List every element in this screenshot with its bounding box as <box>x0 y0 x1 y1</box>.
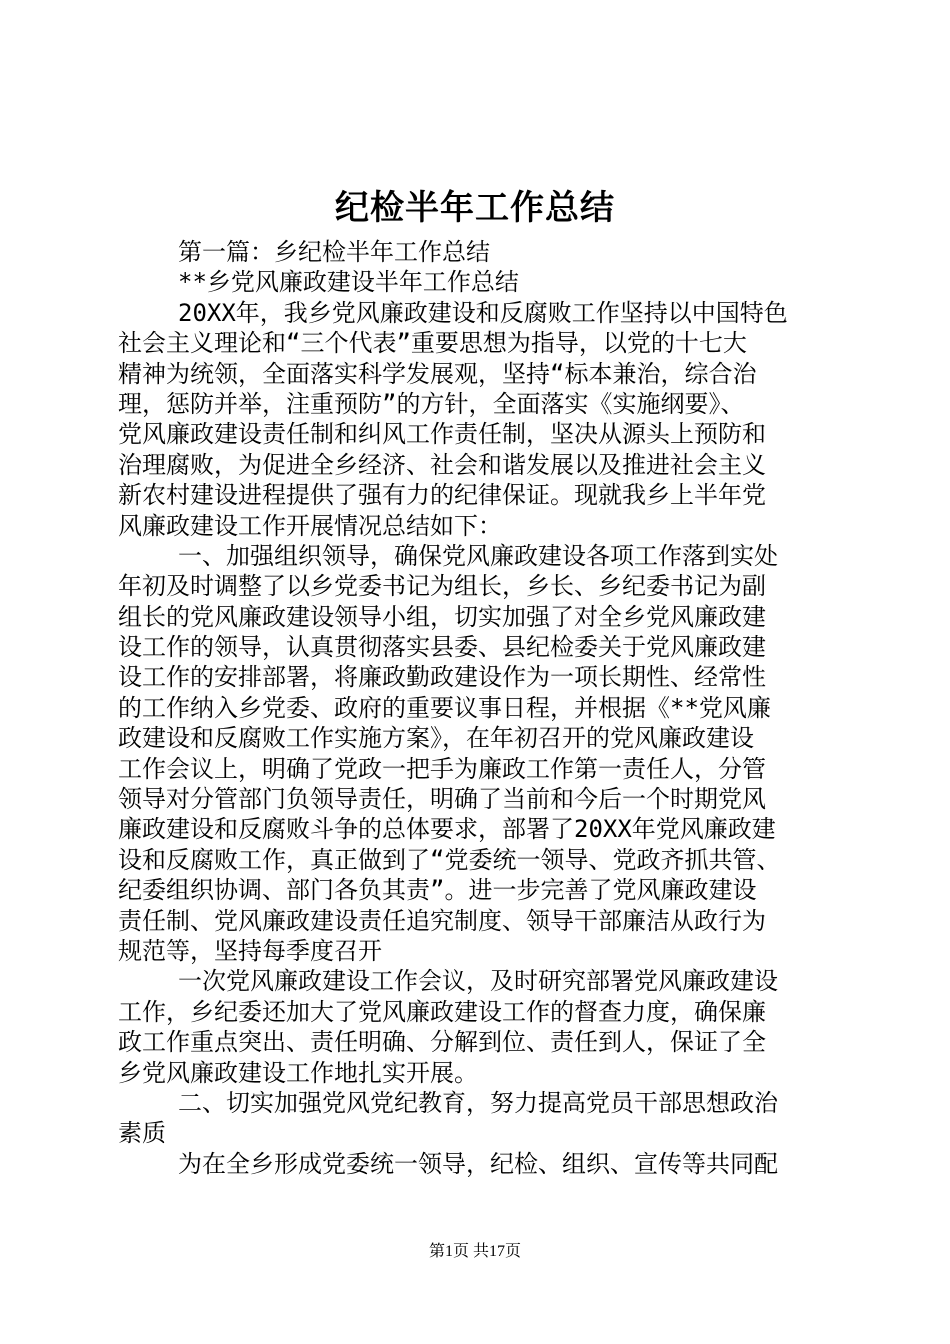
body-line: 理，惩防并举，注重预防”的方针，全面落实《实施纲要》、 <box>118 389 745 418</box>
body-line: 工作会议上，明确了党政一把手为廉政工作第一责任人，分管 <box>118 754 766 783</box>
section-heading-continued: 素质 <box>118 1119 166 1148</box>
body-line: 社会主义理论和“三个代表”重要思想为指导，以党的十七大 <box>118 329 747 358</box>
section-heading: 二、切实加强党风党纪教育，努力提高党员干部思想政治 <box>178 1088 778 1117</box>
page-number-footer: 第1页 共17页 <box>428 1243 521 1260</box>
body-line: 为在全乡形成党委统一领导，纪检、组织、宣传等共同配 <box>178 1149 778 1178</box>
body-line: 风廉政建设工作开展情况总结如下： <box>118 511 502 540</box>
body-line: 廉政建设和反腐败斗争的总体要求，部署了20XX年党风廉政建 <box>118 815 776 844</box>
body-line: 组长的党风廉政建设领导小组，切实加强了对全乡党风廉政建 <box>118 602 766 631</box>
body-line: 年初及时调整了以乡党委书记为组长，乡长、乡纪委书记为副 <box>118 572 766 601</box>
body-line: 政工作重点突出、责任明确、分解到位、责任到人，保证了全 <box>118 1028 766 1057</box>
body-line: 纪委组织协调、部门各负其责”。进一步完善了党风廉政建设 <box>118 876 757 905</box>
body-line: 工作，乡纪委还加大了党风廉政建设工作的督查力度，确保廉 <box>118 997 766 1026</box>
body-line: 的工作纳入乡党委、政府的重要议事日程，并根据《**党风廉 <box>118 693 771 722</box>
report-title: **乡党风廉政建设半年工作总结 <box>178 268 519 297</box>
body-line: 设和反腐败工作，真正做到了“党委统一领导、党政齐抓共管、 <box>118 845 781 874</box>
body-line: 治理腐败，为促进全乡经济、社会和谐发展以及推进社会主义 <box>118 450 766 479</box>
body-line: 责任制、党风廉政建设责任追究制度、领导干部廉洁从政行为 <box>118 906 766 935</box>
body-line: 领导对分管部门负领导责任，明确了当前和今后一个时期党风 <box>118 785 766 814</box>
document-title: 纪检半年工作总结 <box>335 188 615 228</box>
body-line: 精神为统领，全面落实科学发展观，坚持“标本兼治，综合治 <box>118 359 757 388</box>
body-line: 一次党风廉政建设工作会议，及时研究部署党风廉政建设 <box>178 967 778 996</box>
section-heading: 第一篇：乡纪检半年工作总结 <box>178 238 490 266</box>
body-line: 规范等，坚持每季度召开 <box>118 936 382 965</box>
body-line: 设工作的安排部署，将廉政勤政建设作为一项长期性、经常性 <box>118 663 766 692</box>
body-line: 20XX年，我乡党风廉政建设和反腐败工作坚持以中国特色 <box>178 298 788 327</box>
body-line: 乡党风廉政建设工作地扎实开展。 <box>118 1058 478 1087</box>
body-line: 党风廉政建设责任制和纠风工作责任制，坚决从源头上预防和 <box>118 420 766 449</box>
body-line: 政建设和反腐败工作实施方案》，在年初召开的党风廉政建设 <box>118 724 754 753</box>
document-body <box>118 237 838 1179</box>
section-heading: 一、加强组织领导，确保党风廉政建设各项工作落到实处 <box>178 541 778 570</box>
body-line: 新农村建设进程提供了强有力的纪律保证。现就我乡上半年党 <box>118 481 766 510</box>
body-line: 设工作的领导，认真贯彻落实县委、县纪检委关于党风廉政建 <box>118 633 766 662</box>
